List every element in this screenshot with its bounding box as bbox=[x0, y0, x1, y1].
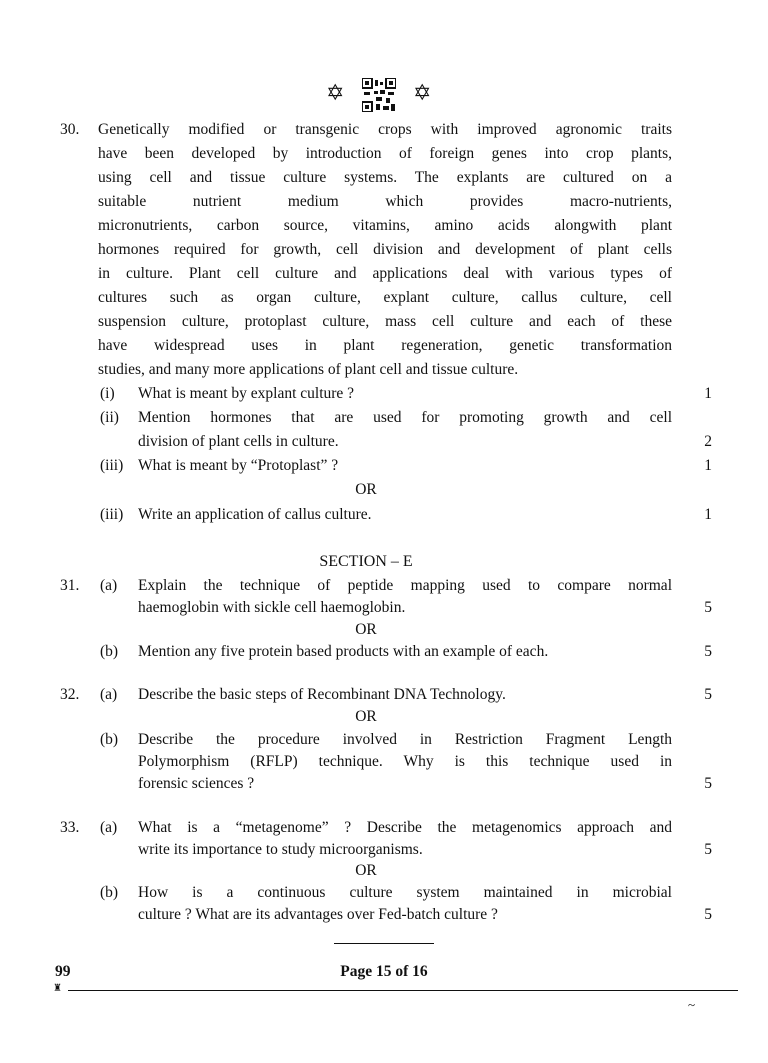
section-heading: SECTION – E bbox=[319, 553, 413, 570]
part-text: forensic sciences ? bbox=[138, 775, 255, 792]
marks: 5 bbox=[704, 841, 712, 858]
q30-line: suitable nutrient medium which provides macro-nutrients, bbox=[98, 193, 672, 210]
q30-line: hormones required for growth, cell division and development of plant cells bbox=[98, 241, 672, 258]
question-number: 33. bbox=[60, 819, 80, 836]
page-number: Page 15 of 16 bbox=[340, 963, 428, 980]
marks: 1 bbox=[704, 385, 712, 402]
star-of-david-icon: ✡ bbox=[326, 80, 345, 105]
footer-rule bbox=[68, 990, 738, 991]
marks: 1 bbox=[704, 506, 712, 523]
part-label: (i) bbox=[100, 385, 115, 402]
part-label: (iii) bbox=[100, 506, 124, 523]
star-of-david-icon: ✡ bbox=[413, 80, 432, 105]
part-text: What is meant by “Protoplast” ? bbox=[138, 457, 339, 474]
or-divider: OR bbox=[355, 862, 377, 879]
q30-line: have widespread uses in plant regeneration, genetic transformation bbox=[98, 337, 672, 354]
question-number: 32. bbox=[60, 686, 80, 703]
part-text: culture ? What are its advantages over Fed-batch culture ? bbox=[138, 906, 498, 923]
qr-code-icon bbox=[362, 78, 396, 112]
part-label: (b) bbox=[100, 884, 119, 901]
marks: 2 bbox=[704, 433, 712, 450]
question-number: 30. bbox=[60, 121, 80, 138]
marks: 5 bbox=[704, 686, 712, 703]
part-text: Explain the technique of peptide mapping used to compare normal bbox=[138, 577, 672, 594]
marks: 1 bbox=[704, 457, 712, 474]
or-divider: OR bbox=[355, 708, 377, 725]
part-text: Write an application of callus culture. bbox=[138, 506, 372, 523]
q30-line: studies, and many more applications of plant cell and tissue culture. bbox=[98, 361, 519, 378]
part-text: Describe the basic steps of Recombinant DNA Technology. bbox=[138, 686, 506, 703]
part-text: How is a continuous culture system maintained in microbial bbox=[138, 884, 672, 901]
part-text: division of plant cells in culture. bbox=[138, 433, 339, 450]
q30-line: cultures such as organ culture, explant culture, callus culture, cell bbox=[98, 289, 672, 306]
marks: 5 bbox=[704, 599, 712, 616]
question-number: 31. bbox=[60, 577, 80, 594]
marks: 5 bbox=[704, 775, 712, 792]
part-label: (a) bbox=[100, 819, 118, 836]
q30-line: using cell and tissue culture systems. The explants are cultured on a bbox=[98, 169, 672, 186]
part-text: haemoglobin with sickle cell haemoglobin. bbox=[138, 599, 406, 616]
part-label: (ii) bbox=[100, 409, 119, 426]
part-text: What is a “metagenome” ? Describe the metagenomics approach and bbox=[138, 819, 672, 836]
part-text: What is meant by explant culture ? bbox=[138, 385, 355, 402]
q30-line: micronutrients, carbon source, vitamins, amino acids alongwith plant bbox=[98, 217, 672, 234]
marks: 5 bbox=[704, 643, 712, 660]
marks: 5 bbox=[704, 906, 712, 923]
part-text: Mention any five protein based products with an example of each. bbox=[138, 643, 549, 660]
part-label: (a) bbox=[100, 686, 118, 703]
q30-line: suspension culture, protoplast culture, mass cell culture and each of these bbox=[98, 313, 672, 330]
part-text: Mention hormones that are used for promoting growth and cell bbox=[138, 409, 672, 426]
paper-code: 99 bbox=[55, 963, 71, 980]
or-divider: OR bbox=[355, 621, 377, 638]
q30-line: have been developed by introduction of foreign genes into crop plants, bbox=[98, 145, 672, 162]
q30-line: Genetically modified or transgenic crops with improved agronomic traits bbox=[98, 121, 672, 138]
tilde-mark: ~ bbox=[688, 997, 696, 1012]
part-text: write its importance to study microorganisms. bbox=[138, 841, 423, 858]
part-label: (b) bbox=[100, 643, 119, 660]
or-divider: OR bbox=[355, 481, 377, 498]
q30-line: in culture. Plant cell culture and applications deal with various types of bbox=[98, 265, 672, 282]
end-rule bbox=[334, 943, 434, 944]
part-label: (b) bbox=[100, 731, 119, 748]
part-text: Polymorphism (RFLP) technique. Why is this technique used in bbox=[138, 753, 672, 770]
part-label: (iii) bbox=[100, 457, 124, 474]
part-label: (a) bbox=[100, 577, 118, 594]
part-text: Describe the procedure involved in Restriction Fragment Length bbox=[138, 731, 672, 748]
emblem-icon: ♜ bbox=[53, 983, 62, 994]
